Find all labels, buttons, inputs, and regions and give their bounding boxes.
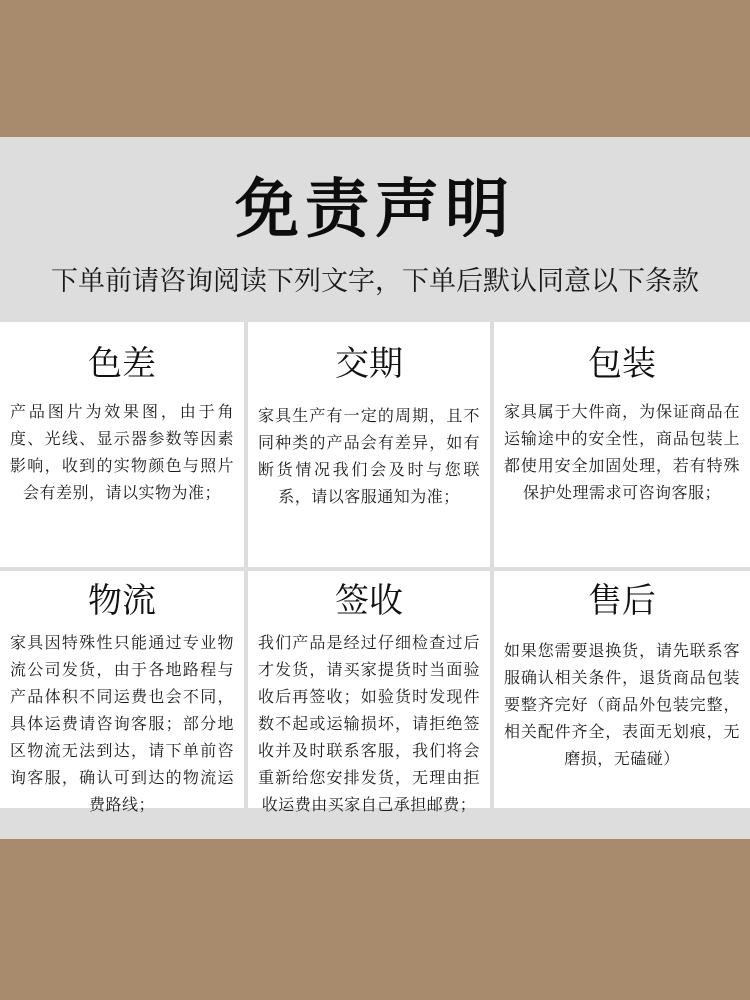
card-heading: 物流 <box>88 581 156 621</box>
card-heading: 签收 <box>335 581 403 621</box>
card-delivery-period <box>248 322 490 567</box>
card-logistics <box>0 571 244 814</box>
page-title: 免责声明 <box>235 173 515 247</box>
card-body: 家具生产有一定的周期，且不同种类的产品会有差异，如有断货情况我们会及时与您联系，请以客服通知为准； <box>258 406 480 506</box>
card-body: 家具因特殊性只能通过专业物流公司发货，由于各地路程与产品体积不同运费也会不同，具体运费请咨询客服；部分地区物流无法到达，请下单前咨询客服，确认可到达的物流运费路线； <box>10 633 234 814</box>
card-heading: 包装 <box>588 344 656 384</box>
card-body: 产品图片为效果图，由于角度、光线、显示器参数等因素影响，收到的实物颜色与照片会有差别，请以实物为准； <box>10 402 234 502</box>
card-after-sales <box>494 571 750 808</box>
card-body: 我们产品是经过仔细检查过后才发货，请买家提货时当面验收后再签收；如验货时发现件数不起或运输损坏，请拒绝签收并及时联系客服，我们将会重新给您安排发货，无理由拒收运费由买家自己承担邮费； <box>258 633 480 814</box>
card-body: 如果您需要退换货，请先联系客服确认相关条件，退货商品包装要整齐完好（商品外包装完整，相关配件齐全，表面无划痕，无磨损，无磕碰） <box>504 641 740 768</box>
page-subtitle: 下单前请咨询阅读下列文字，下单后默认同意以下条款 <box>51 266 699 297</box>
bottom-brown-band <box>0 839 750 1000</box>
card-heading: 色差 <box>88 344 156 384</box>
card-packaging <box>494 322 750 567</box>
card-body: 家具属于大件商，为保证商品在运输途中的安全性，商品包装上都使用安全加固处理，若有特殊保护处理需求可咨询客服； <box>504 402 740 502</box>
card-heading: 售后 <box>588 581 656 621</box>
card-receipt <box>248 571 490 814</box>
card-heading: 交期 <box>335 344 403 384</box>
top-brown-band <box>0 0 750 137</box>
card-color-difference <box>0 322 244 567</box>
